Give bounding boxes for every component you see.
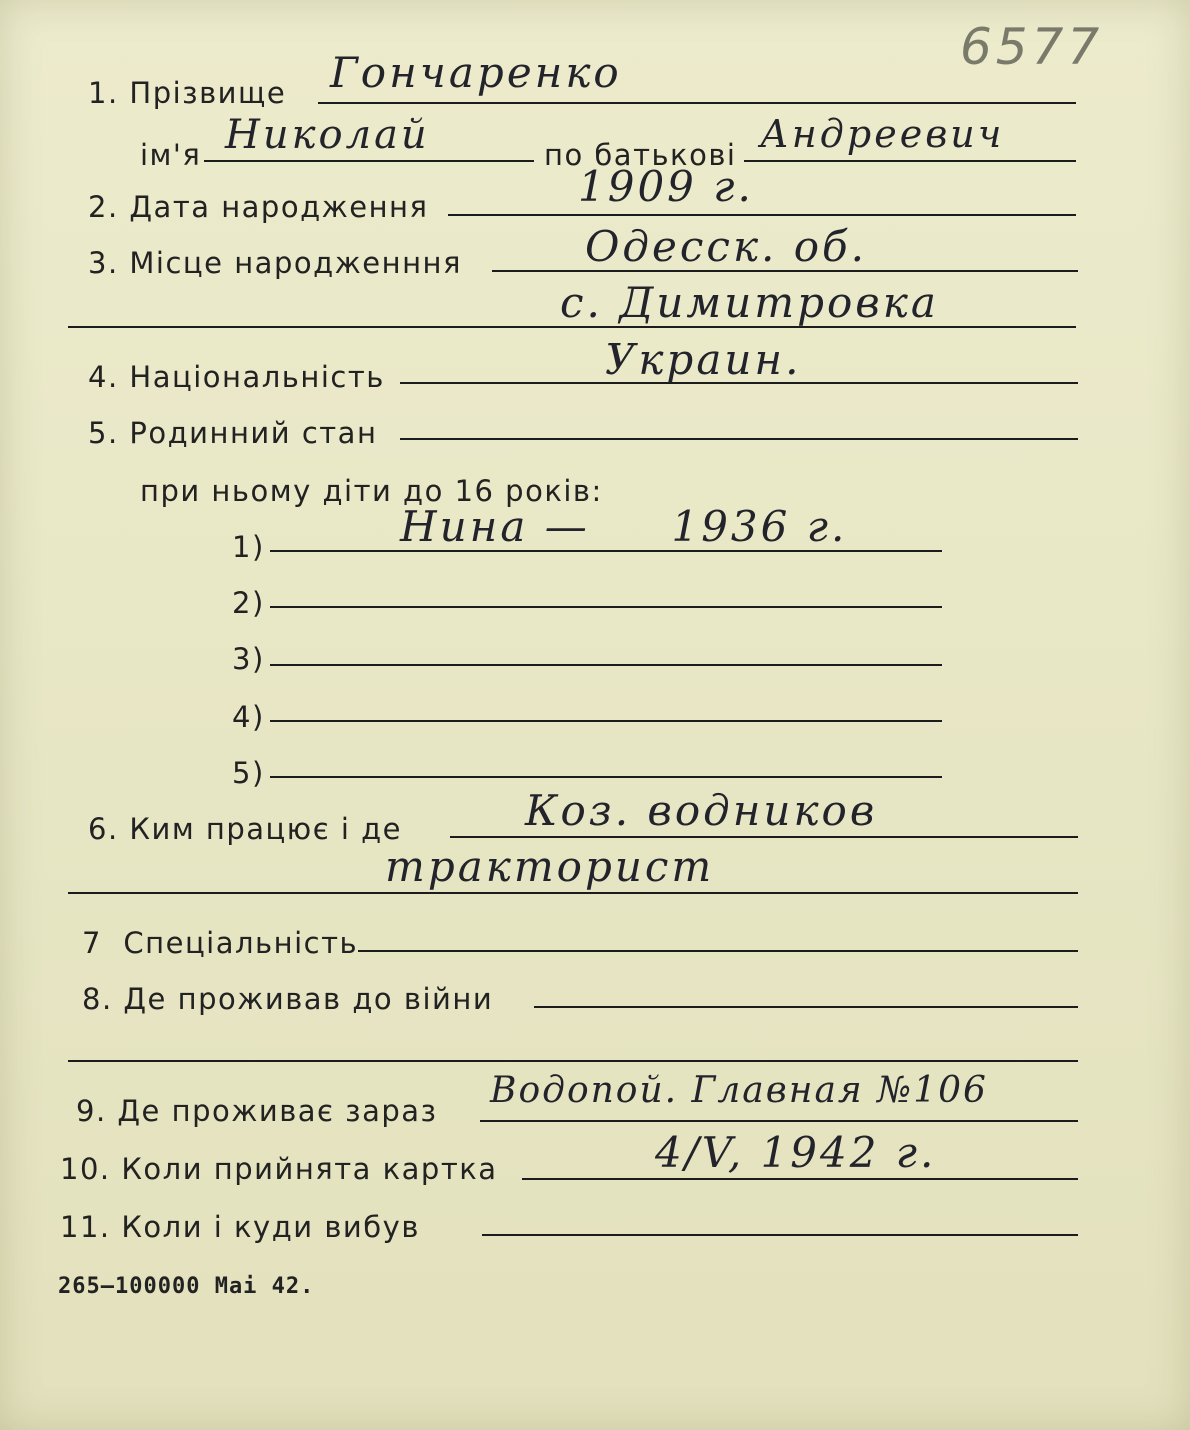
birth-date-value: 1909 г. xyxy=(578,162,754,211)
family-status-line xyxy=(400,438,1078,440)
child-2-line xyxy=(270,606,942,608)
birth-place-label: 3. Місце народженння xyxy=(88,246,462,280)
nationality-value: Украин. xyxy=(605,335,802,384)
prewar-residence-line-2 xyxy=(68,1060,1078,1062)
child-1-value: Нина — 1936 г. xyxy=(400,502,848,551)
child-3-number: 3) xyxy=(232,642,265,676)
current-residence-line xyxy=(480,1120,1078,1122)
child-2-number: 2) xyxy=(232,586,265,620)
specialty-line xyxy=(358,950,1078,952)
birth-date-line xyxy=(448,214,1076,216)
card-accepted-value: 4/V, 1942 г. xyxy=(655,1128,937,1177)
family-status-label: 5. Родинний стан xyxy=(88,416,378,450)
birth-place-value-1: Одесск. об. xyxy=(585,222,868,271)
departure-label: 11. Коли і куди вибув xyxy=(60,1210,420,1244)
departure-line xyxy=(482,1234,1078,1236)
first-name-label: ім'я xyxy=(140,138,202,172)
prewar-residence-label: 8. Де проживав до війни xyxy=(82,982,494,1016)
work-line-1 xyxy=(450,836,1078,838)
child-3-line xyxy=(270,664,942,666)
patronymic-line xyxy=(744,160,1076,162)
work-value-1: Коз. водников xyxy=(525,786,878,835)
children-label: при ньому діти до 16 років: xyxy=(140,474,603,508)
current-residence-value: Водопой. Главная №106 xyxy=(490,1070,988,1111)
first-name-value: Николай xyxy=(225,112,430,158)
patronymic-value: Андреевич xyxy=(760,112,1005,156)
patronymic-label: по батькові xyxy=(544,138,737,172)
child-1-number: 1) xyxy=(232,530,265,564)
child-5-number: 5) xyxy=(232,756,265,790)
birth-place-value-2: с. Димитровка xyxy=(560,278,939,327)
child-4-number: 4) xyxy=(232,700,265,734)
birth-date-label: 2. Дата народження xyxy=(88,190,429,224)
work-label: 6. Ким працює і де xyxy=(88,812,403,846)
nationality-label: 4. Національність xyxy=(88,360,385,394)
surname-value: Гончаренко xyxy=(330,48,622,97)
prewar-residence-line-1 xyxy=(534,1006,1078,1008)
current-residence-label: 9. Де проживає зараз xyxy=(76,1094,438,1128)
card-accepted-line xyxy=(522,1178,1078,1180)
child-5-line xyxy=(270,776,942,778)
child-4-line xyxy=(270,720,942,722)
specialty-label: 7 Спеціальність xyxy=(82,926,359,960)
first-name-line xyxy=(204,160,534,162)
print-run-footer: 265—100000 Mai 42. xyxy=(58,1274,315,1299)
card-accepted-label: 10. Коли прийнята картка xyxy=(60,1152,498,1186)
surname-label: 1. Прізвище xyxy=(88,76,287,110)
work-value-2: тракторист xyxy=(385,842,715,891)
surname-line xyxy=(318,102,1076,104)
archive-number: 6577 xyxy=(960,18,1104,76)
work-line-2 xyxy=(68,892,1078,894)
